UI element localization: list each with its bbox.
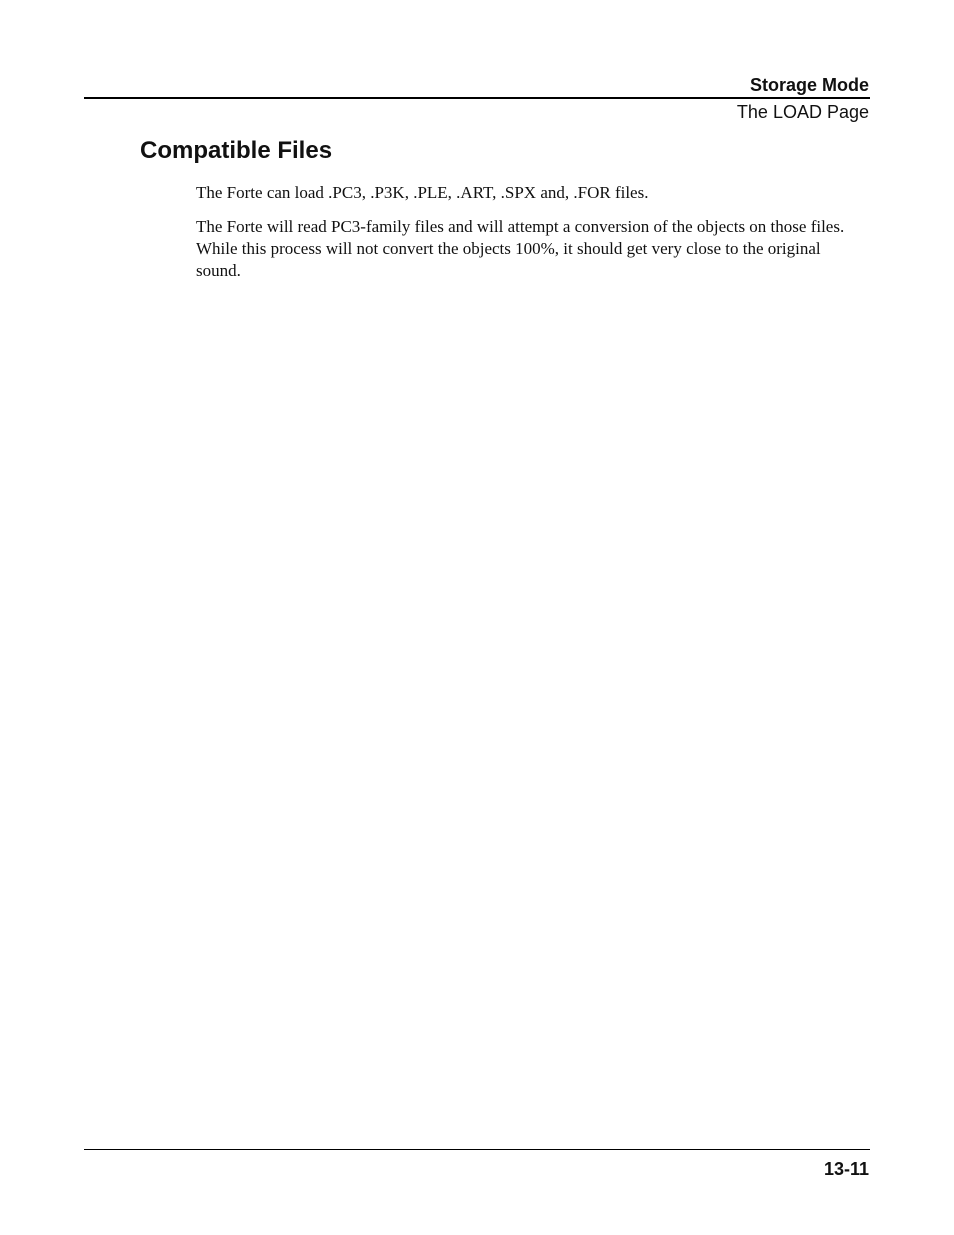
running-header-section: The LOAD Page: [736, 102, 869, 122]
header-divider: [84, 97, 870, 99]
section-heading: Compatible Files: [140, 137, 333, 164]
page-number: 13-11: [823, 1159, 869, 1179]
footer-divider: [84, 1149, 870, 1150]
body-paragraph-2: The Forte will read PC3-family files and will attempt a conversion of the objects on those files. While this process will not convert the objects 100%, it should get very close to the original sound.: [196, 217, 845, 280]
body-paragraph-1: The Forte can load .PC3, .P3K, .PLE, .ART, .SPX and, .FOR files.: [196, 183, 649, 202]
running-header-chapter: Storage Mode: [749, 75, 869, 95]
